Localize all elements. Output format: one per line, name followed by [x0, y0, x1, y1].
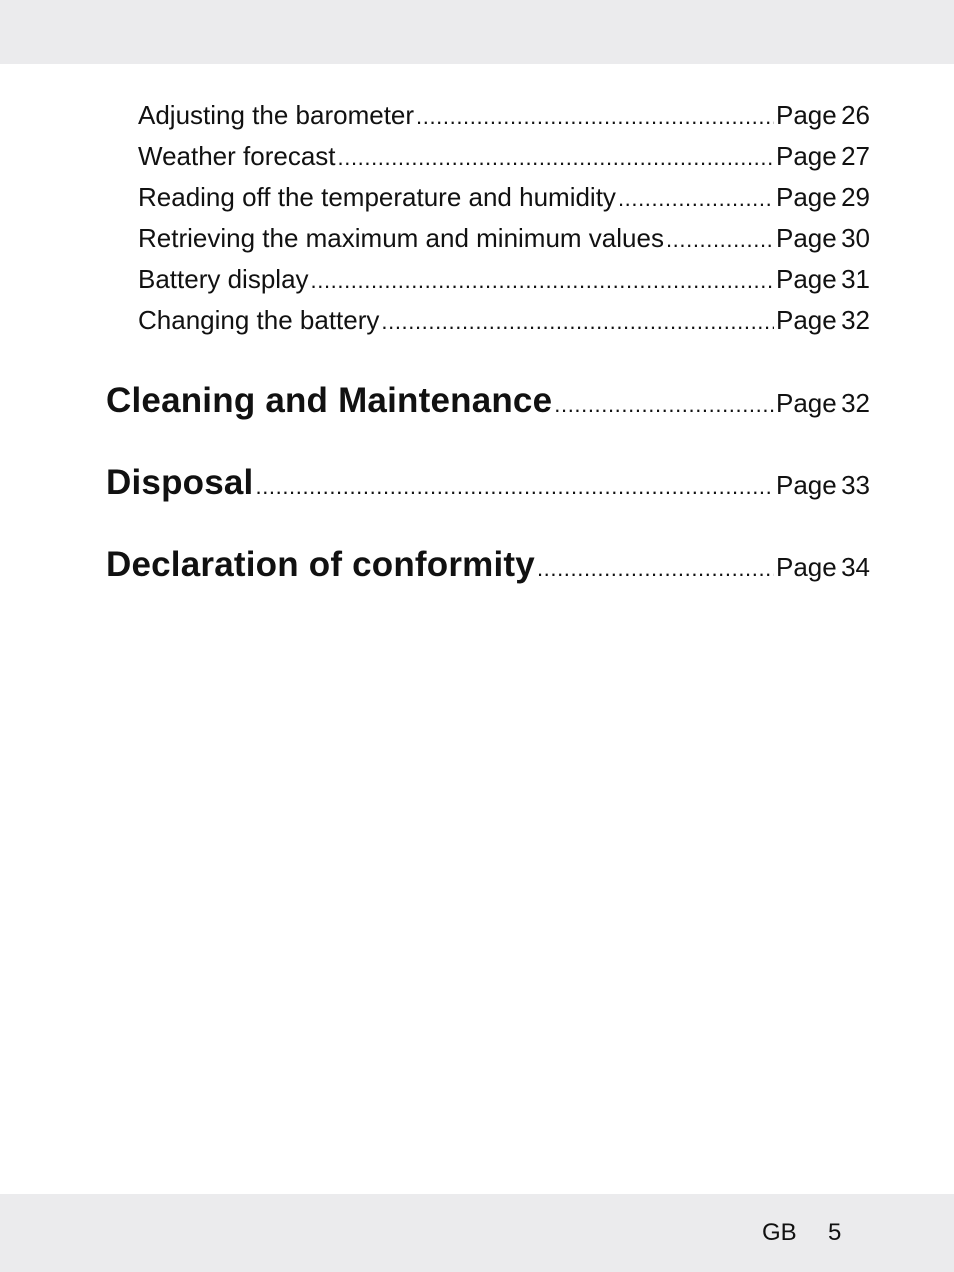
dot-leader — [381, 309, 774, 335]
page-label: Page — [776, 305, 837, 335]
page-number: 31 — [841, 264, 870, 294]
page-label: Page — [776, 141, 837, 171]
header-band — [0, 0, 954, 64]
page-number: 29 — [841, 182, 870, 212]
toc-section-title: Declaration of conformity — [106, 545, 535, 584]
toc-entry-title: Reading off the temperature and humidity — [138, 182, 616, 212]
toc-entry-declaration-conformity[interactable] — [106, 545, 870, 585]
toc-entry-title: Battery display — [138, 264, 309, 294]
dot-leader — [666, 227, 774, 253]
page-number: 32 — [841, 388, 870, 418]
toc-entry-disposal[interactable] — [106, 463, 870, 503]
page-label: Page — [776, 182, 837, 212]
dot-leader — [618, 186, 774, 212]
toc-entry-title: Adjusting the barometer — [138, 100, 415, 130]
toc-entry-adjusting-barometer[interactable] — [138, 100, 870, 131]
dot-leader — [255, 474, 774, 500]
page-number: 26 — [841, 100, 870, 130]
toc-entry-battery-display[interactable] — [138, 264, 870, 295]
dot-leader — [311, 268, 774, 294]
toc-entry-temperature-humidity[interactable] — [138, 182, 870, 213]
page-label: Page — [776, 223, 837, 253]
page-label: Page — [776, 388, 837, 418]
page-label: Page — [776, 470, 837, 500]
page-number: 33 — [841, 470, 870, 500]
footer-page-number: 5 — [828, 1219, 842, 1246]
dot-leader — [338, 145, 774, 171]
page-number: 30 — [841, 223, 870, 253]
footer-band — [0, 1194, 954, 1272]
toc-entry-title: Changing the battery — [138, 305, 380, 335]
page-label: Page — [776, 264, 837, 294]
page-label: Page — [776, 552, 837, 582]
dot-leader — [416, 104, 774, 130]
toc-entry-max-min-values[interactable] — [138, 223, 870, 254]
dot-leader — [554, 392, 774, 418]
toc-section-title: Disposal — [106, 463, 254, 502]
dot-leader — [537, 556, 774, 582]
page-number: 32 — [841, 305, 870, 335]
toc-entry-cleaning-maintenance[interactable] — [106, 381, 870, 421]
page-label: Page — [776, 100, 837, 130]
page-number: 34 — [841, 552, 870, 582]
page-number: 27 — [841, 141, 870, 171]
footer-language-code: GB — [762, 1219, 797, 1246]
toc-entry-changing-battery[interactable] — [138, 305, 870, 336]
toc-entry-title: Weather forecast — [138, 141, 336, 171]
toc-entry-title: Retrieving the maximum and minimum values — [138, 223, 664, 253]
toc-entry-weather-forecast[interactable] — [138, 141, 870, 172]
toc-section-title: Cleaning and Maintenance — [106, 381, 553, 420]
